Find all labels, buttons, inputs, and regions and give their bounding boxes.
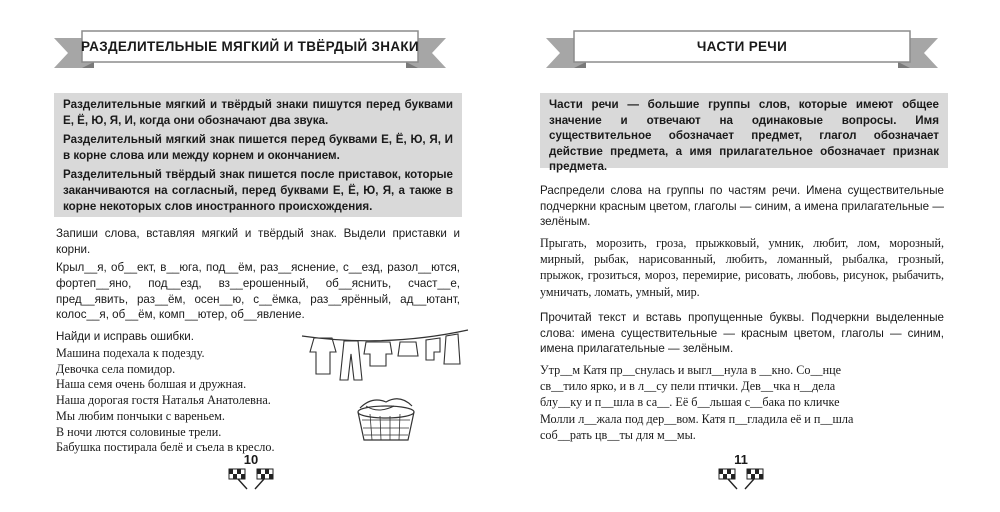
list-item: В ночи лются соловиные трели. xyxy=(56,424,222,439)
story-line: блу__ку и п__шла в са__. Её б__льшая с__бака по кличке xyxy=(540,395,840,410)
page-number: 10 xyxy=(243,452,259,467)
list-item: Наша семя очень болшая и дружная. xyxy=(56,377,247,392)
right-rule-box xyxy=(540,93,948,174)
story-line: Молли л__жала под дер__вом. Катя п__гладила её и п__шла xyxy=(540,411,854,426)
list-item: Наша дорогая гостя Наталья Анатолевна. xyxy=(56,393,271,408)
right-task2-instruction: Прочитай текст и вставь пропущенные буквы. Подчеркни выделенные слова: имена существительные — красным цветом, глаголы — синим, имена прилагательные — зелёным. xyxy=(540,311,944,356)
checkered-flags-icon xyxy=(711,467,771,491)
left-task1-words: Крыл__я, об__ект, в__юга, под__ём, раз__яснение, с__езд, разол__ются, фортеп__яно, под__езд, вз__ерошенный, об__яснить, счаст__е, пред__явить, раз__ём, осен__ю, с__ёмка, раз__ярённый, ад__ютант, колос__я, об__ём, комп__ютер, об__явление. xyxy=(56,261,460,322)
left-page-title: РАЗДЕЛИТЕЛЬНЫЕ МЯГКИЙ И ТВЁРДЫЙ ЗНАКИ xyxy=(81,39,419,54)
laundry-basket-icon xyxy=(352,392,420,446)
list-item: Бабушка постирала белё и съела в кресло. xyxy=(56,440,275,455)
right-page xyxy=(500,0,1000,512)
right-task1-instruction: Распредели слова на группы по частям речи. Имена существительные подчеркни красным цветом, глаголы — синим, а имена прилагательные — зелёным. xyxy=(540,184,944,229)
left-page-number xyxy=(221,452,281,496)
left-rule-box xyxy=(54,93,462,217)
list-item: Мы любим пончыки с вареньем. xyxy=(56,408,225,423)
page-number: 11 xyxy=(734,452,748,467)
list-item: Машина подехала к подезду. xyxy=(56,346,205,360)
right-page-number xyxy=(711,452,771,496)
left-title-banner xyxy=(54,28,446,72)
left-task1-instruction: Запиши слова, вставляя мягкий и твёрдый знак. Выдели приставки и корни. xyxy=(56,227,460,256)
story-line: соб__рать цв__ты для м__мы. xyxy=(540,427,696,442)
rule-paragraph: Разделительный твёрдый знак пишется после приставок, которые заканчиваются на согласный, перед буквами Е, Ё, Ю, Я, а также в корне некоторых слов иностранного происхождения. xyxy=(63,168,453,213)
rule-paragraph: Разделительный мягкий знак пишется перед буквами Е, Ё, Ю, Я, И в корне слова или между корнем и окончанием. xyxy=(63,133,453,162)
story-line: св__тило ярко, и в л__су пели птички. Дев__чка н__дела xyxy=(540,379,836,394)
right-page-title: ЧАСТИ РЕЧИ xyxy=(696,39,788,54)
rule-paragraph: Части речи — большие группы слов, которые имеют общее значение и отвечают на одинаковые вопросы. Имя существительное обозначает предмет, глагол обозначает действие предмета, а имя прилагательное обозначает признак предмета. xyxy=(549,98,939,174)
list-item: Девочка села помидор. xyxy=(56,361,176,376)
right-title-banner xyxy=(546,28,938,72)
story-text xyxy=(540,362,946,443)
left-task2-instruction: Найди и исправь ошибки. xyxy=(56,330,194,343)
checkered-flags-icon xyxy=(221,467,281,491)
right-task1-words: Прыгать, морозить, гроза, прыжковый, умник, любит, лом, морозный, мирный, рыбак, нарисованный, любить, ломанный, рыбалка, грозный, прыжок, грозиться, мороз, перемирие, рисовать, любовь, рисунок, рыбачить, умничать, ломать, умный, мир. xyxy=(540,236,944,299)
laundry-line-icon xyxy=(300,322,470,390)
rule-paragraph: Разделительные мягкий и твёрдый знаки пишутся перед буквами Е, Ё, Ю, Я, И, когда они обозначают два звука. xyxy=(63,98,453,127)
story-line: Утр__м Катя пр__снулась и выгл__нула в __кно. Со__нце xyxy=(540,363,842,377)
